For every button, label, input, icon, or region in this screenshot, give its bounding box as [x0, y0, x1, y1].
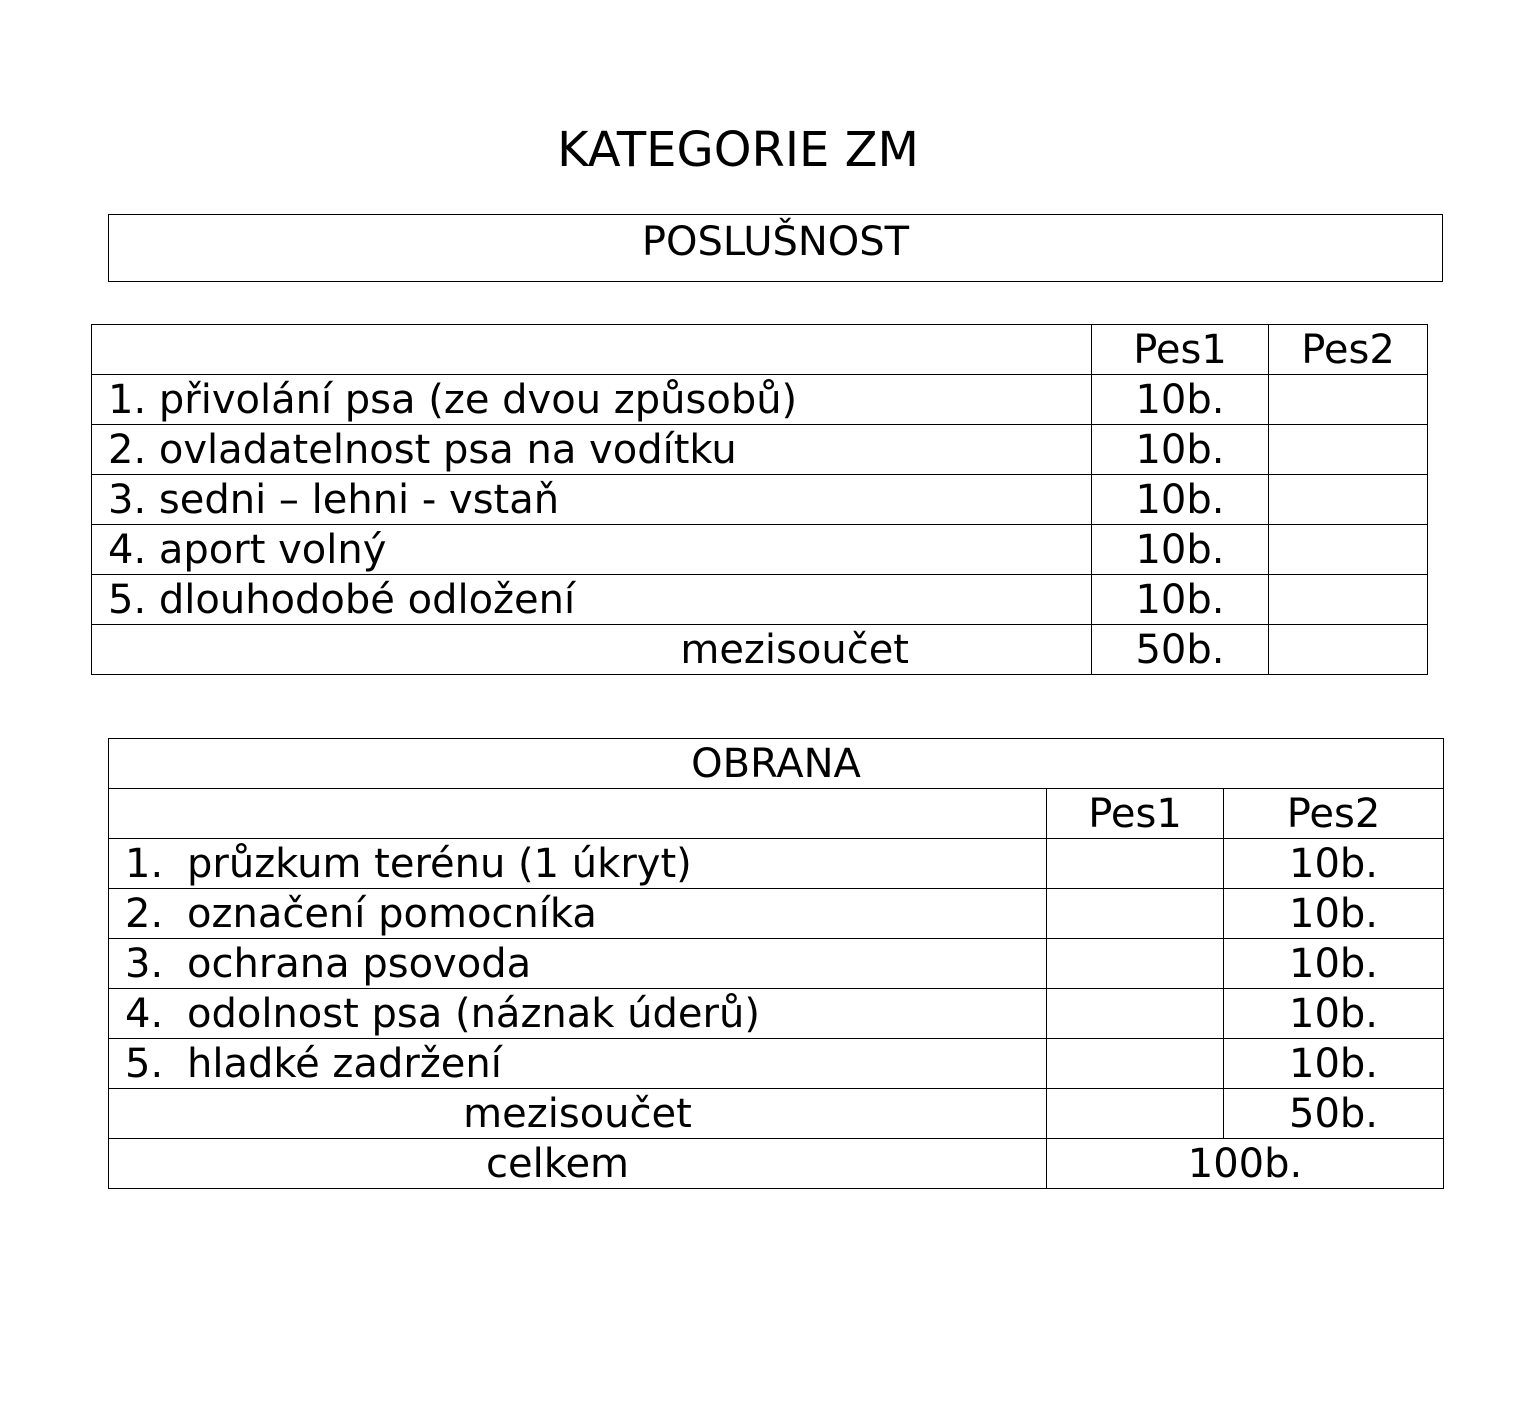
pes2-score	[1269, 575, 1428, 625]
exercise-text: hladké zadržení	[187, 1040, 502, 1087]
header-pes2: Pes2	[1224, 789, 1444, 839]
section-title-row	[109, 739, 1444, 789]
defense-table	[108, 738, 1444, 1189]
pes1-score: 10b.	[1092, 575, 1269, 625]
exercise-label: 4. aport volný	[92, 525, 1092, 575]
exercise-label	[109, 939, 1047, 989]
table-header-row	[109, 789, 1444, 839]
pes1-score	[1047, 839, 1224, 889]
exercise-number: 2.	[125, 890, 164, 937]
subtotal-label: mezisoučet	[92, 625, 1092, 675]
pes2-score: 10b.	[1224, 889, 1444, 939]
table-row	[109, 989, 1444, 1039]
total-row	[109, 1139, 1444, 1189]
total-value: 100b.	[1047, 1139, 1444, 1189]
pes1-score	[1047, 889, 1224, 939]
exercise-label	[109, 989, 1047, 1039]
subtotal-label: mezisoučet	[109, 1089, 1047, 1139]
header-pes1: Pes1	[1092, 325, 1269, 375]
pes2-score: 10b.	[1224, 1039, 1444, 1089]
obedience-table	[91, 324, 1428, 675]
pes2-score	[1269, 475, 1428, 525]
header-cell-empty	[92, 325, 1092, 375]
pes1-score	[1047, 1039, 1224, 1089]
obedience-section-title: POSLUŠNOST	[108, 214, 1443, 282]
defense-section-title: OBRANA	[109, 739, 1444, 789]
table-row	[92, 575, 1428, 625]
pes1-score	[1047, 939, 1224, 989]
exercise-number: 4.	[125, 990, 164, 1037]
subtotal-pes2: 50b.	[1224, 1089, 1444, 1139]
exercise-text: ochrana psovoda	[187, 940, 532, 987]
pes1-score: 10b.	[1092, 375, 1269, 425]
table-row	[92, 525, 1428, 575]
total-label: celkem	[109, 1139, 1047, 1189]
exercise-label: 3. sedni – lehni - vstaň	[92, 475, 1092, 525]
exercise-label: 2. ovladatelnost psa na vodítku	[92, 425, 1092, 475]
table-row	[109, 889, 1444, 939]
pes2-score	[1269, 525, 1428, 575]
header-pes1: Pes1	[1047, 789, 1224, 839]
table-row	[92, 475, 1428, 525]
exercise-text: odolnost psa (náznak úderů)	[187, 990, 760, 1037]
pes2-score: 10b.	[1224, 939, 1444, 989]
exercise-label	[109, 1039, 1047, 1089]
exercise-number: 1.	[125, 840, 164, 887]
pes1-score: 10b.	[1092, 475, 1269, 525]
pes2-score	[1269, 375, 1428, 425]
pes2-score: 10b.	[1224, 989, 1444, 1039]
exercise-label	[109, 839, 1047, 889]
exercise-label: 5. dlouhodobé odložení	[92, 575, 1092, 625]
subtotal-row	[109, 1089, 1444, 1139]
exercise-number: 3.	[125, 940, 164, 987]
table-row	[92, 425, 1428, 475]
page-title: KATEGORIE ZM	[557, 122, 919, 178]
pes2-score	[1269, 425, 1428, 475]
table-header-row	[92, 325, 1428, 375]
pes2-score: 10b.	[1224, 839, 1444, 889]
exercise-label	[109, 889, 1047, 939]
header-cell-empty	[109, 789, 1047, 839]
exercise-text: průzkum terénu (1 úkryt)	[187, 840, 692, 887]
subtotal-row	[92, 625, 1428, 675]
table-row	[109, 939, 1444, 989]
header-pes2: Pes2	[1269, 325, 1428, 375]
exercise-text: označení pomocníka	[187, 890, 597, 937]
subtotal-pes2	[1269, 625, 1428, 675]
pes1-score: 10b.	[1092, 525, 1269, 575]
exercise-label: 1. přivolání psa (ze dvou způsobů)	[92, 375, 1092, 425]
pes1-score	[1047, 989, 1224, 1039]
exercise-number: 5.	[125, 1040, 164, 1087]
subtotal-pes1	[1047, 1089, 1224, 1139]
table-row	[109, 839, 1444, 889]
table-row	[92, 375, 1428, 425]
table-row	[109, 1039, 1444, 1089]
subtotal-pes1: 50b.	[1092, 625, 1269, 675]
pes1-score: 10b.	[1092, 425, 1269, 475]
